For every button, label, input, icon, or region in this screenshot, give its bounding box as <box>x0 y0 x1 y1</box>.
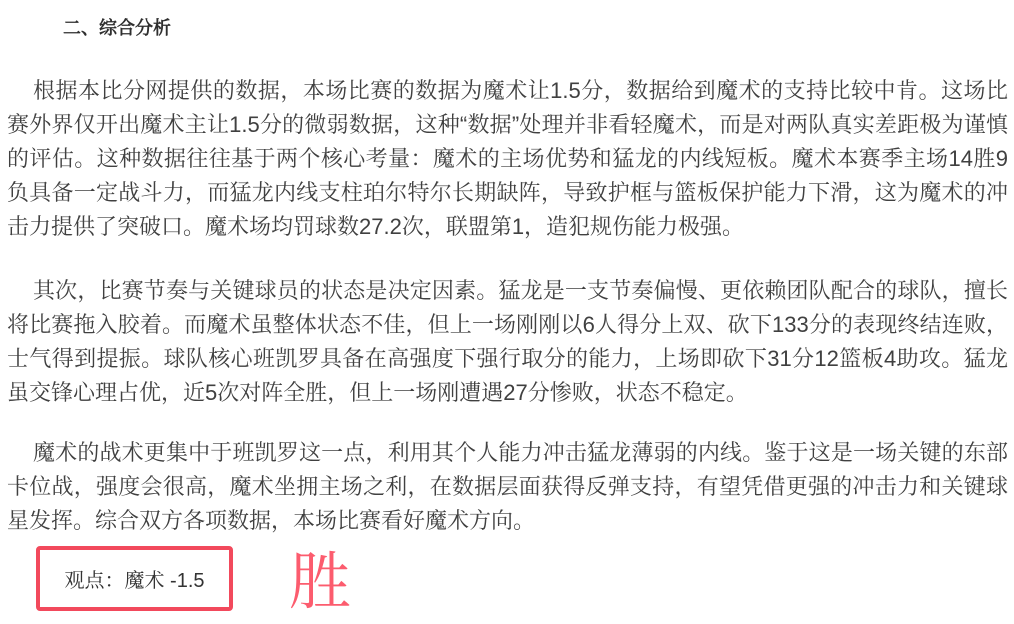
analysis-paragraph-odds: 根据本比分网提供的数据，本场比赛的数据为魔术让1.5分，数据给到魔术的支持比较中肯。这场比赛外界仅开出魔术主让1.5分的微弱数据，这种“数据”处理并非看轻魔术，而是对两队真实差距极为谨慎的评估。这种数据往往基于两个核心考量：魔术的主场优势和猛龙的内线短板。魔术本赛季主场14胜9负具备一定战斗力，而猛龙内线支柱珀尔特尔长期缺阵，导致护框与篮板保护能力下滑，这为魔术的冲击力提供了突破口。魔术场均罚球数27.2次，联盟第1，造犯规伤能力极强。 <box>7 78 1008 239</box>
result-badge: 胜 <box>289 547 352 617</box>
analysis-paragraph-form: 其次，比赛节奏与关键球员的状态是决定因素。猛龙是一支节奏偏慢、更依赖团队配合的球队，擅长将比赛拖入胶着。而魔术虽整体状态不佳，但上一场刚刚以6人得分上双、砍下133分的表现终结连败，士气得到提振。球队核心班凯罗具备在高强度下强行取分的能力，上场即砍下31分12篮板4助攻。猛龙虽交锋心理占优，近5次对阵全胜，但上一场刚遭遇27分惨败，状态不稳定。 <box>7 278 1008 405</box>
analysis-article <box>7 0 1008 617</box>
section-heading: 二、综合分析 <box>63 18 171 38</box>
verdict-row <box>7 546 1008 617</box>
verdict-box <box>36 546 233 611</box>
analysis-paragraph-conclusion: 魔术的战术更集中于班凯罗这一点，利用其个人能力冲击猛龙薄弱的内线。鉴于这是一场关键的东部卡位战，强度会很高，魔术坐拥主场之利，在数据层面获得反弹支持，有望凭借更强的冲击力和关键球星发挥。综合双方各项数据，本场比赛看好魔术方向。 <box>7 440 1008 533</box>
verdict-label: 观点：魔术 -1.5 <box>64 570 205 592</box>
